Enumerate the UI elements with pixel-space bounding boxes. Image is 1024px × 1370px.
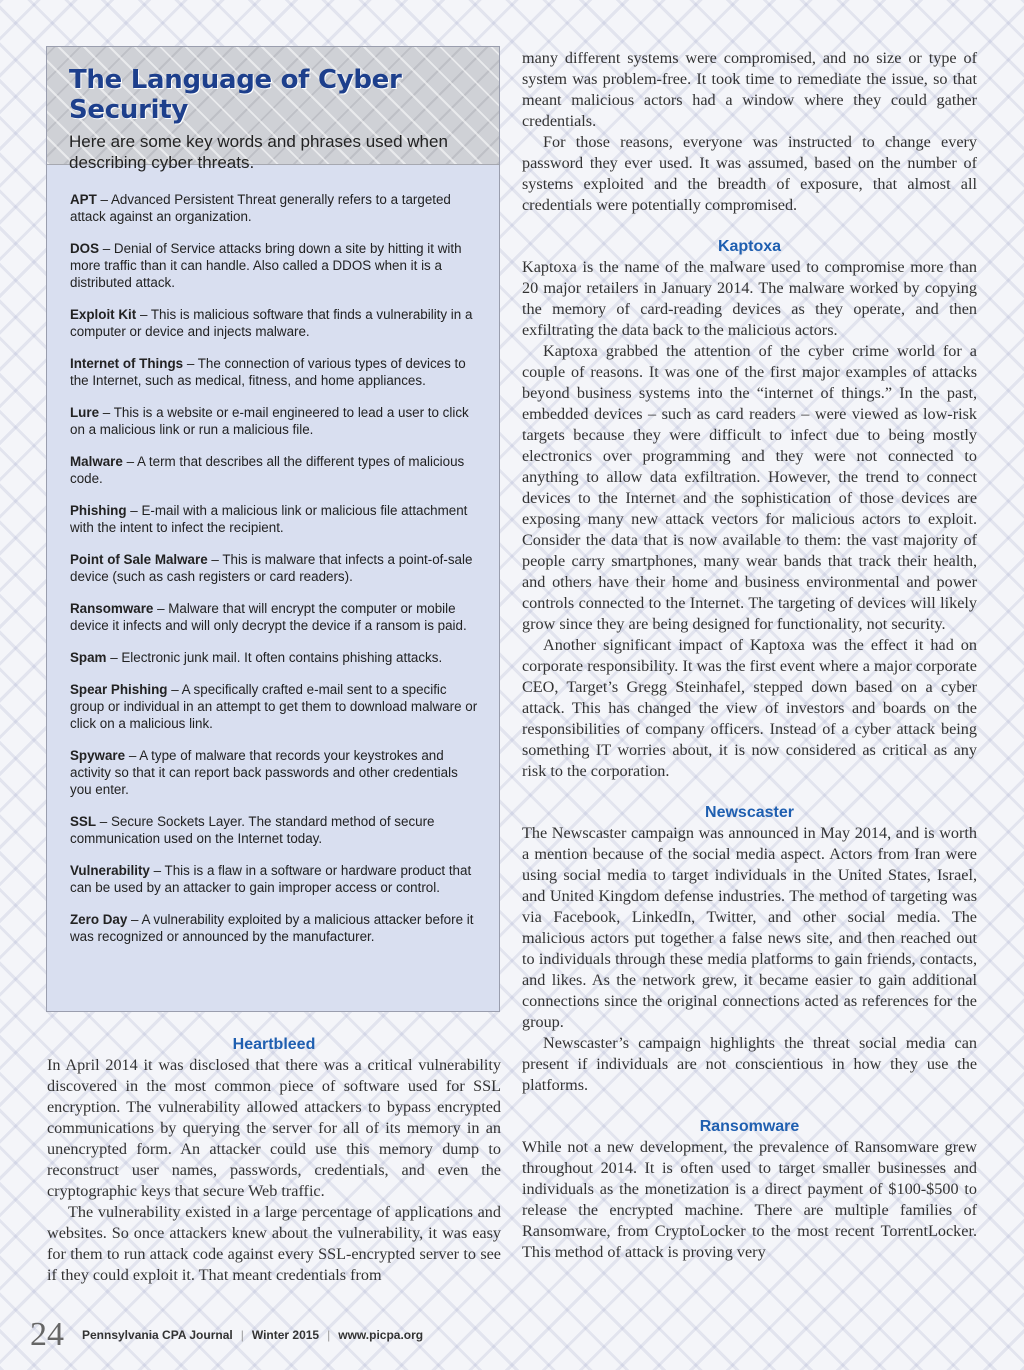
kaptoxa-paragraph-2: Kaptoxa grabbed the attention of the cyber crime world for a couple of reasons. It was one of the first major examples of attacks beyond business systems into the “internet of things.” In the past, embedded devices – such as card readers – were viewed as low-risk targets because they were difficult to infect due to being mostly electronics over programming and they were not connected to anything to allow data exfiltration. However, the trend to connect devices to the Internet and the sophistication of those devices are exposing many new attack vectors for malicious actors to exploit. Consider the data that is now available to them: the vast majority of people carry smartphones, many wear bands that track their health, and others have their home and business environmental and power controls connected to the Internet. The targeting of devices will likely grow since they are being designed for functionality, not security. [522,342,977,633]
glossary-definition: – This is malicious software that finds a vulnerability in a computer or device and injects malware. [70,307,473,339]
glossary-entry [70,306,479,340]
newscaster-heading: Newscaster [705,804,794,821]
glossary-term: Ransomware [70,601,154,616]
newscaster-paragraph-1: The Newscaster campaign was announced in May 2014, and is worth a mention because of the social media aspect. Actors from Iran were using social media to target individuals in the United States, Israel, and United Kingdom defense industries. The method of targeting was via Facebook, LinkedIn, Twitter, and other social media. The malicious actors put together a false news site, and then reached out to individuals through these media platforms to gain friends, contacts, and likes. As the network grew, it became easier to gain additional connections since the original connections acted as references for the group. [522,824,977,1031]
glossary-term: Internet of Things [70,356,184,371]
glossary-term: Zero Day [70,912,128,927]
page-number: 24 [30,1316,64,1353]
continued-paragraph-1: many different systems were compromised, and no size or type of system was problem-free. It took time to remediate the issue, so that meant malicious actors had a window where they could gather credentials. [522,49,977,130]
glossary-list [47,165,499,945]
sidebar-subtitle: Here are some key words and phrases used when describing cyber threats. [69,132,448,172]
glossary-entry [70,681,479,732]
glossary-term: DOS [70,241,100,256]
glossary-entry [70,502,479,536]
glossary-term: Phishing [70,503,127,518]
heartbleed-heading: Heartbleed [232,1036,316,1053]
glossary-definition: – Advanced Persistent Threat generally refers to a targeted attack against an organization. [70,192,451,224]
glossary-term: Spam [70,650,107,665]
glossary-entry [70,813,479,847]
glossary-entry [70,551,479,585]
glossary-definition: – Electronic junk mail. It often contains phishing attacks. [110,650,443,665]
glossary-definition: – Malware that will encrypt the computer or mobile device it infects and will only decrypt the device if a ransom is paid. [70,601,467,633]
glossary-definition: – Secure Sockets Layer. The standard method of secure communication used on the Internet today. [70,814,435,846]
glossary-entry [70,747,479,798]
glossary-entry [70,355,479,389]
ransomware-paragraph-1: While not a new development, the prevalence of Ransomware grew throughout 2014. It is often used to target smaller businesses and individuals as the monetization is a direct payment of $100-$500 to release the encrypted machine. There are multiple families of Ransomware, from CryptoLocker to the most recent TorrentLocker. This method of attack is proving very [522,1138,977,1261]
glossary-definition: – A vulnerability exploited by a malicious attacker before it was recognized or announced by the manufacturer. [70,912,474,944]
glossary-term: SSL [70,814,97,829]
glossary-definition: – The connection of various types of devices to the Internet, such as medical, fitness, and home appliances. [70,356,466,388]
glossary-entry [70,191,479,225]
kaptoxa-paragraph-1: Kaptoxa is the name of the malware used to compromise more than 20 major retailers in January 2014. The malware worked by copying the memory of card-reading devices as they operate, and then exfiltrating the data back to the malicious actors. [522,258,977,339]
glossary-entry [70,862,479,896]
glossary-entry [70,649,479,666]
right-column [522,48,977,1263]
glossary-entry [70,404,479,438]
footer-separator: | [240,1328,244,1342]
website-link[interactable]: www.picpa.org [338,1328,424,1342]
kaptoxa-heading: Kaptoxa [717,238,782,255]
glossary-definition: – This is malware that infects a point-of-sale device (such as cash registers or card readers). [70,552,473,584]
glossary-entry [70,240,479,291]
publication-name: Pennsylvania CPA Journal [82,1328,233,1342]
glossary-definition: – This is a flaw in a software or hardware product that can be used by an attacker to gain improper access or control. [70,863,472,895]
glossary-entry [70,911,479,945]
page-footer [30,1315,423,1355]
ransomware-heading: Ransomware [699,1118,800,1135]
glossary-entry [70,453,479,487]
continued-paragraph-2: For those reasons, everyone was instructed to change every password they ever used. It was assumed, based on the number of systems exploited and the breadth of exposure, that almost all credentials were potentially compromised. [522,133,977,214]
glossary-definition: – This is a website or e-mail engineered to lead a user to click on a malicious link or run a malicious file. [70,405,469,437]
sidebar-title: The Language of Cyber Security [69,65,402,125]
issue-label: Winter 2015 [251,1328,320,1342]
glossary-definition: – A type of malware that records your keystrokes and activity so that it can report back passwords and other credentials you enter. [70,748,458,797]
glossary-term: Spear Phishing [70,682,168,697]
newscaster-paragraph-2: Newscaster’s campaign highlights the threat social media can present if individuals are not conscientious in how they use the platforms. [522,1034,977,1094]
glossary-definition: – A term that describes all the different types of malicious code. [70,454,465,486]
heartbleed-paragraph-1: In April 2014 it was disclosed that there was a critical vulnerability discovered in the most common piece of software used for SSL encryption. The vulnerability allowed attackers to bypass encrypted communications by querying the server for all of its memory in an unencrypted form. An attacker could use this memory dump to reconstruct user names, passwords, credentials, and even the cryptographic keys that secure Web traffic. [47,1056,501,1200]
glossary-definition: – E-mail with a malicious link or malicious file attachment with the intent to infect the recipient. [70,503,468,535]
sidebar-header [47,47,499,172]
footer-separator: | [327,1328,331,1342]
glossary-term: Lure [70,405,100,420]
glossary-term: Malware [70,454,123,469]
glossary-term: Spyware [70,748,126,763]
cyber-glossary-sidebar [46,46,500,1012]
glossary-definition: – A specifically crafted e-mail sent to a specific group or individual in an attempt to get them to download malware or click on a malicious link. [70,682,478,731]
glossary-term: Exploit Kit [70,307,137,322]
kaptoxa-paragraph-3: Another significant impact of Kaptoxa was the effect it had on corporate responsibility. It was the first event where a major corporate CEO, Target’s Gregg Steinhafel, stepped down based on a cyber attack. This has changed the view of investors and boards on the responsibilities of company officers. Instead of a cyber attack being something IT worries about, it is now considered as critical as any risk to the corporation. [522,636,977,780]
glossary-term: Point of Sale Malware [70,552,208,567]
glossary-term: Vulnerability [70,863,150,878]
glossary-term: APT [70,192,97,207]
glossary-entry [70,600,479,634]
glossary-definition: – Denial of Service attacks bring down a site by hitting it with more traffic than it can handle. Also called a DDOS when it is a distributed attack. [70,241,462,290]
heartbleed-paragraph-2: The vulnerability existed in a large percentage of applications and websites. So once attackers knew about the vulnerability, it was easy for them to run attack code against every SSL-encrypted server to see if they could exploit it. That meant credentials from [47,1203,501,1284]
left-column [47,1034,501,1286]
